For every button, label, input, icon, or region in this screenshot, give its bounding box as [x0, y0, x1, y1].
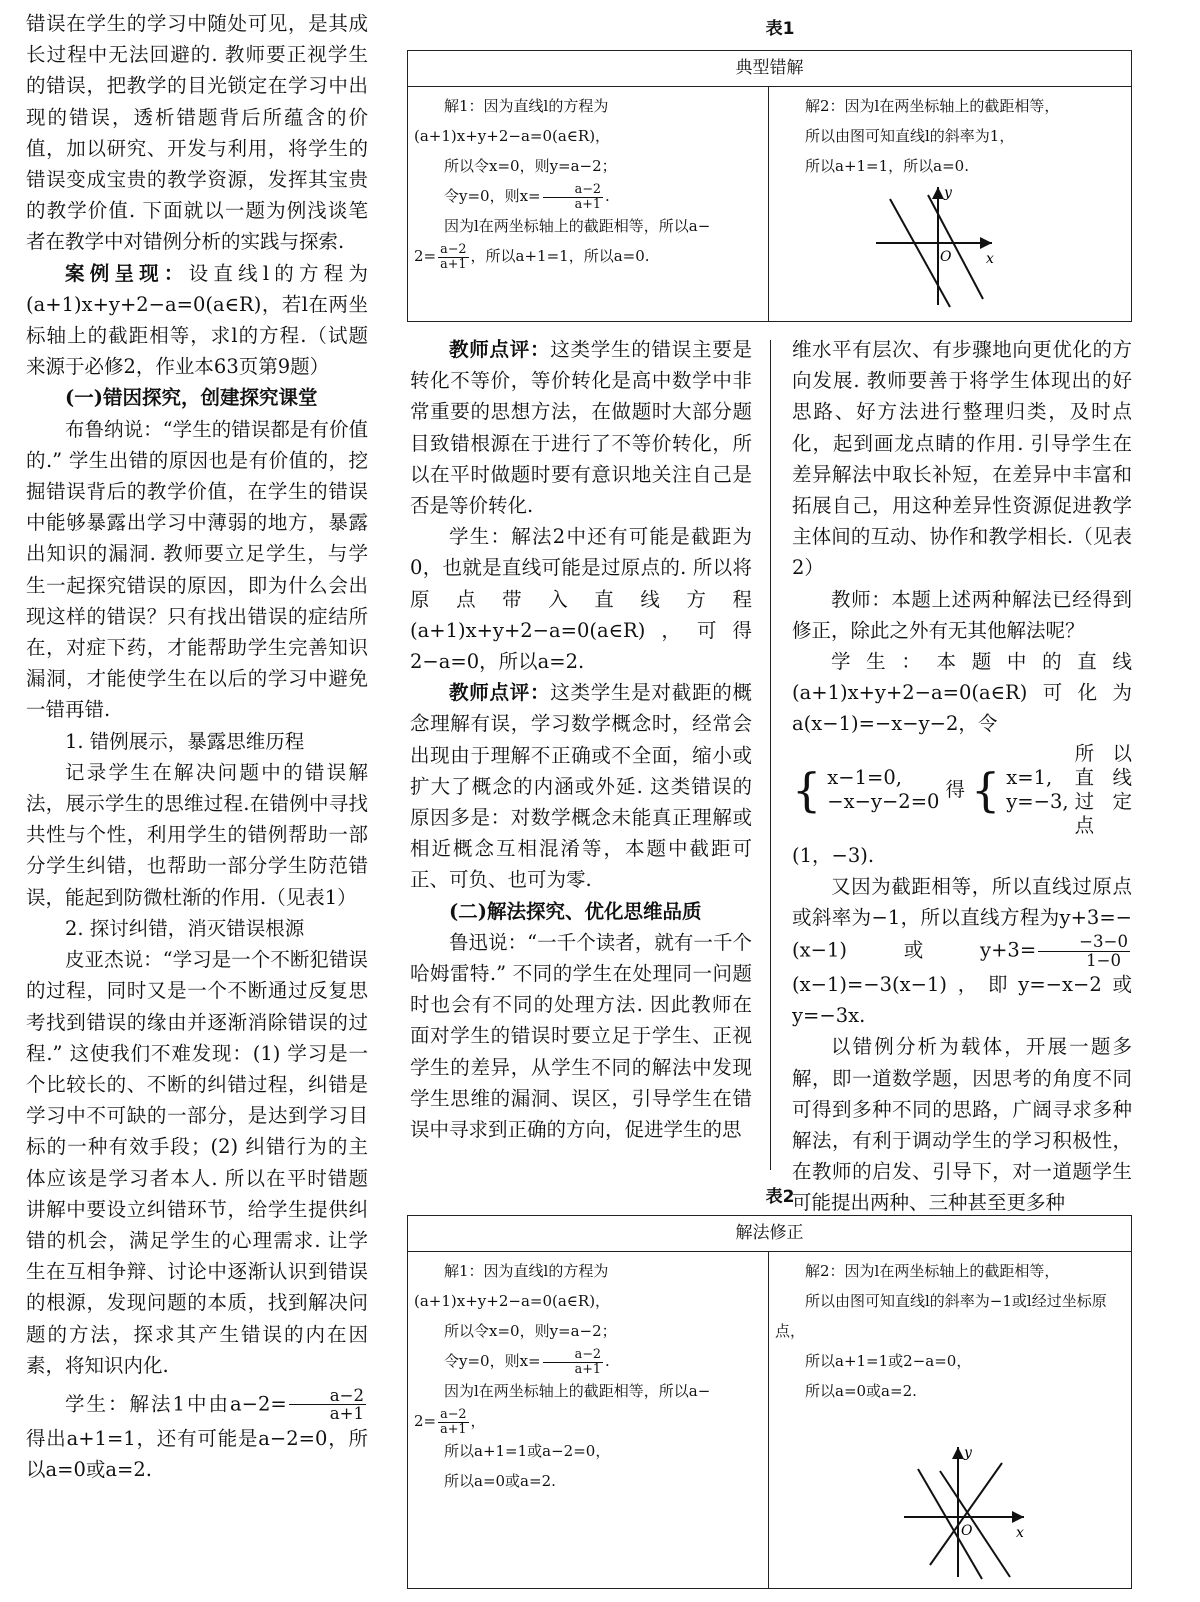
line: 所以令x=0，则y=a−2； [444, 157, 617, 175]
line: 所以a=0或a=2. [444, 1472, 556, 1490]
fraction [438, 1408, 468, 1436]
text-run: 又因为截距相等，所以直线过原点或斜率为−1，所以直线方程为y+3=−(x−1)或y+3= [792, 874, 1132, 962]
text-run: ，所以a+1=1，所以a=0. [470, 247, 650, 265]
denominator: a+1 [440, 256, 467, 272]
text-run: 所以直线过定点 [1074, 741, 1132, 837]
subheading: 2. 探讨纠错，消灭错误根源 [65, 916, 305, 940]
brace: { [970, 762, 1001, 817]
line [414, 1406, 762, 1436]
table1-solution2 [769, 87, 1131, 185]
paragraph: 鲁迅说：“一千个读者，就有一千个哈姆雷特.” 不同的学生在处理同一问题时也会有不同的处理方法. 因此教师在面对学生的错误时要立足于学生、正视学生的差异，从学生不同的解法中发现学生思维的漏洞、误区，引导学生在错误中寻求到正确的方向，促进学生的思 [410, 930, 752, 1142]
table2-header: 解法修正 [408, 1216, 1131, 1252]
text-run: 得 [945, 777, 965, 801]
paragraph: 学生：本题中的直线(a+1)x+y+2−a=0(a∈R)可化为a(x−1)=−x−y−2，令 [792, 650, 1132, 736]
axis-y-label: y [944, 185, 952, 201]
line: 所以a=0或a=2. [805, 1382, 917, 1400]
paragraph: 布鲁纳说：“学生的错误都是有价值的.” 学生出错的原因也是有价值的，挖掘错误背后的教学价值，在学生的错误中能够暴露出学习中薄弱的地方，暴露出知识的漏洞. 教师要立足学生，与学生一起探究错误的原因，即为什么会出现这样的错误？只有找出错误的症结所在，对症下药，才能帮助学生完善知识漏洞，才能使学生在以后的学习中避免一错再错. [26, 417, 368, 722]
equation: x−1=0, [827, 765, 902, 789]
axis-x-label: x [986, 251, 994, 267]
line [414, 1346, 762, 1376]
line: 解1：因为直线l的方程为(a+1)x+y+2−a=0(a∈R)， [414, 97, 611, 145]
paragraph [26, 1387, 368, 1485]
brace: { [792, 762, 822, 817]
table1-graph [868, 181, 1008, 311]
text-run: 令y=0，则x= [444, 187, 541, 205]
middle-column [410, 334, 752, 1145]
text-run: 学生：解法1中由a−2= [65, 1392, 287, 1416]
text-run: 得出a+1=1，还有可能是a−2=0，所以a=0或a=2. [26, 1426, 368, 1481]
paragraph: 教师：本题上述两种解法已经得到修正，除此之外有无其他解法呢？ [792, 587, 1132, 642]
table2-graph [898, 1441, 1038, 1581]
right-column [792, 334, 1132, 1219]
table2-solution1 [408, 1252, 768, 1500]
text-run: . [605, 1352, 610, 1370]
line: 因为l在两坐标轴上的截距相等，所以a− [444, 1382, 711, 1400]
line [414, 181, 762, 211]
text-run: 2= [414, 247, 437, 265]
subheading: 1. 错例展示，暴露思维历程 [65, 729, 305, 753]
table2-solution2 [769, 1252, 1131, 1410]
numerator: −3−0 [1038, 933, 1130, 951]
line: 所以a+1=1，所以a=0. [805, 157, 969, 175]
paragraph: 维水平有层次、有步骤地向更优化的方向发展. 教师要善于将学生体现出的好思路、好方法进行整理归类，及时点化，起到画龙点睛的作用. 引导学生在差异解法中取长补短，在差异中丰富和拓展自己，用这种差异性资源促进教学主体间的互动、协作和教学相长.（见表2） [792, 338, 1132, 580]
axis-y-label: y [964, 1445, 972, 1461]
denominator: a+1 [440, 1421, 467, 1437]
system-right [1006, 766, 1068, 814]
equation: y=−3, [1006, 789, 1069, 813]
paragraph [792, 871, 1132, 1032]
line: 所以令x=0，则y=a−2； [444, 1322, 617, 1340]
text-run: ， [470, 1412, 486, 1430]
column-divider [770, 340, 771, 1170]
equation: −x−y−2=0 [827, 789, 940, 813]
paragraph [410, 334, 752, 521]
case-label: 案例呈现： [65, 261, 189, 285]
paragraph: 皮亚杰说：“学习是一个不断犯错误的过程，同时又是一个不断通过反复思考找到错误的缘由并逐渐消除错误的过程.” 这使我们不难发现：(1) 学习是一个比较长的、不断的纠错过程，纠错是学习中不可缺的一部分，是达到学习目标的一种有效手段；(2) 纠错行为的主体应该是学习者本人. 所以在平时错题讲解中要设立纠错环节，给学生提供纠错的机会，满足学生的心理需求. 让学生在互相争辩、讨论中逐渐认识到错误的根源，发现问题的本质，找到解决问题的方法，探求其产生错误的内在因素，将知识内化. [26, 948, 368, 1377]
line: 所以由图可知直线l的斜率为−1或l经过坐标原点， [775, 1292, 1107, 1340]
table1-caption: 表1 [765, 19, 795, 39]
paragraph: 学生：解法2中还有可能是截距为0，也就是直线可能是过原点的. 所以将原点带入直线方程(a+1)x+y+2−a=0(a∈R)，可得2−a=0，所以a=2. [410, 525, 752, 674]
numerator: a−2 [289, 1387, 366, 1405]
comment-label: 教师点评： [449, 338, 551, 361]
numerator: a−2 [440, 1407, 467, 1423]
line: 解1：因为直线l的方程为(a+1)x+y+2−a=0(a∈R)， [414, 1262, 611, 1310]
text-run: . [605, 187, 610, 205]
section-heading: (二)解法探究、优化思维品质 [449, 899, 702, 923]
comment-text: 这类学生是对截距的概念理解有误，学习数学概念时，经常会出现由于理解不正确或不全面，缩小或扩大了概念的内涵或外延. 这类错误的原因多是：对数学概念未能真正理解或相近概念互相混淆等，本题中截距可正、可负、也可为零. [410, 681, 752, 892]
comment-text: 这类学生的错误主要是转化不等价，等价转化是高中数学中非常重要的思想方法，在做题时大部分题目致错根源在于进行了不等价转化，所以在平时做题时要有意识地关注自己是否是等价转化. [410, 338, 752, 518]
line: 因为l在两坐标轴上的截距相等，所以a− [444, 217, 711, 235]
comment-label: 教师点评： [449, 681, 551, 705]
denominator: a+1 [329, 1404, 364, 1424]
system-left [827, 766, 939, 814]
denominator: 1−0 [1086, 950, 1122, 970]
equation: x=1, [1006, 765, 1053, 789]
numerator: a−2 [440, 242, 467, 258]
denominator: a+1 [574, 196, 602, 212]
fraction [543, 183, 603, 211]
table1 [407, 50, 1132, 322]
paragraph [410, 677, 752, 895]
numerator: a−2 [543, 1348, 603, 1362]
paragraph: 错误在学生的学习中随处可见，是其成长过程中无法回避的. 教师要正视学生的错误，把教学的目光锁定在学习中出现的错误，透析错题背后所蕴含的价值，加以研究、开发与利用，将学生的错误变成宝贵的教学资源，发挥其宝贵的教学价值. 下面就以一题为例浅谈笔者在教学中对错例分析的实践与探索. [26, 12, 368, 254]
axis-x-label: x [1016, 1525, 1024, 1541]
line: 解2：因为l在两坐标轴上的截距相等， [805, 1262, 1060, 1280]
text-run: 2= [414, 1412, 437, 1430]
fraction [543, 1348, 603, 1376]
table1-solution1 [408, 87, 768, 275]
section-heading: (一)错因探究，创建探究课堂 [65, 386, 318, 410]
line [414, 241, 762, 271]
table2-caption: 表2 [765, 1187, 795, 1207]
origin-label: O [940, 249, 952, 265]
paragraph: (1，−3). [792, 843, 875, 867]
fraction [289, 1387, 366, 1423]
line: 所以a+1=1或2−a=0， [805, 1352, 972, 1370]
fraction [438, 243, 468, 271]
paragraph [26, 258, 368, 383]
fraction [1038, 933, 1130, 969]
paragraph: 以错例分析为载体，开展一题多解，即一道数学题，因思考的角度不同可得到多种不同的思路，广阔寻求多种解法，有利于调动学生的学习积极性，在教师的启发、引导下，对一道题学生可能提出两种、三种甚至更多种 [792, 1035, 1132, 1215]
text-run: (x−1)=−3(x−1)，即y=−x−2或y=−3x. [792, 973, 1132, 1028]
numerator: a−2 [543, 183, 603, 197]
denominator: a+1 [574, 1361, 602, 1377]
line: 解2：因为l在两坐标轴上的截距相等， [805, 97, 1060, 115]
line: 所以a+1=1或a−2=0， [444, 1442, 611, 1460]
line: 所以由图可知直线l的斜率为1， [805, 127, 1015, 145]
equation-system [792, 742, 1132, 838]
left-column [26, 8, 368, 1485]
table1-header: 典型错解 [408, 51, 1131, 87]
table2 [407, 1215, 1132, 1589]
origin-label: O [961, 1523, 973, 1539]
text-run: 令y=0，则x= [444, 1352, 541, 1370]
paragraph: 记录学生在解决问题中的错误解法，展示学生的思维过程.在错例中寻找共性与个性，利用学生的错例帮助一部分学生纠错，也帮助一部分学生防范错误，能起到防微杜渐的作用.（见表1） [26, 760, 368, 909]
case-text: 设直线l的方程为(a+1)x+y+2−a=0(a∈R)，若l在两坐标轴上的截距相等，求l的方程.（试题来源于必修2，作业本63页第9题） [26, 261, 368, 379]
